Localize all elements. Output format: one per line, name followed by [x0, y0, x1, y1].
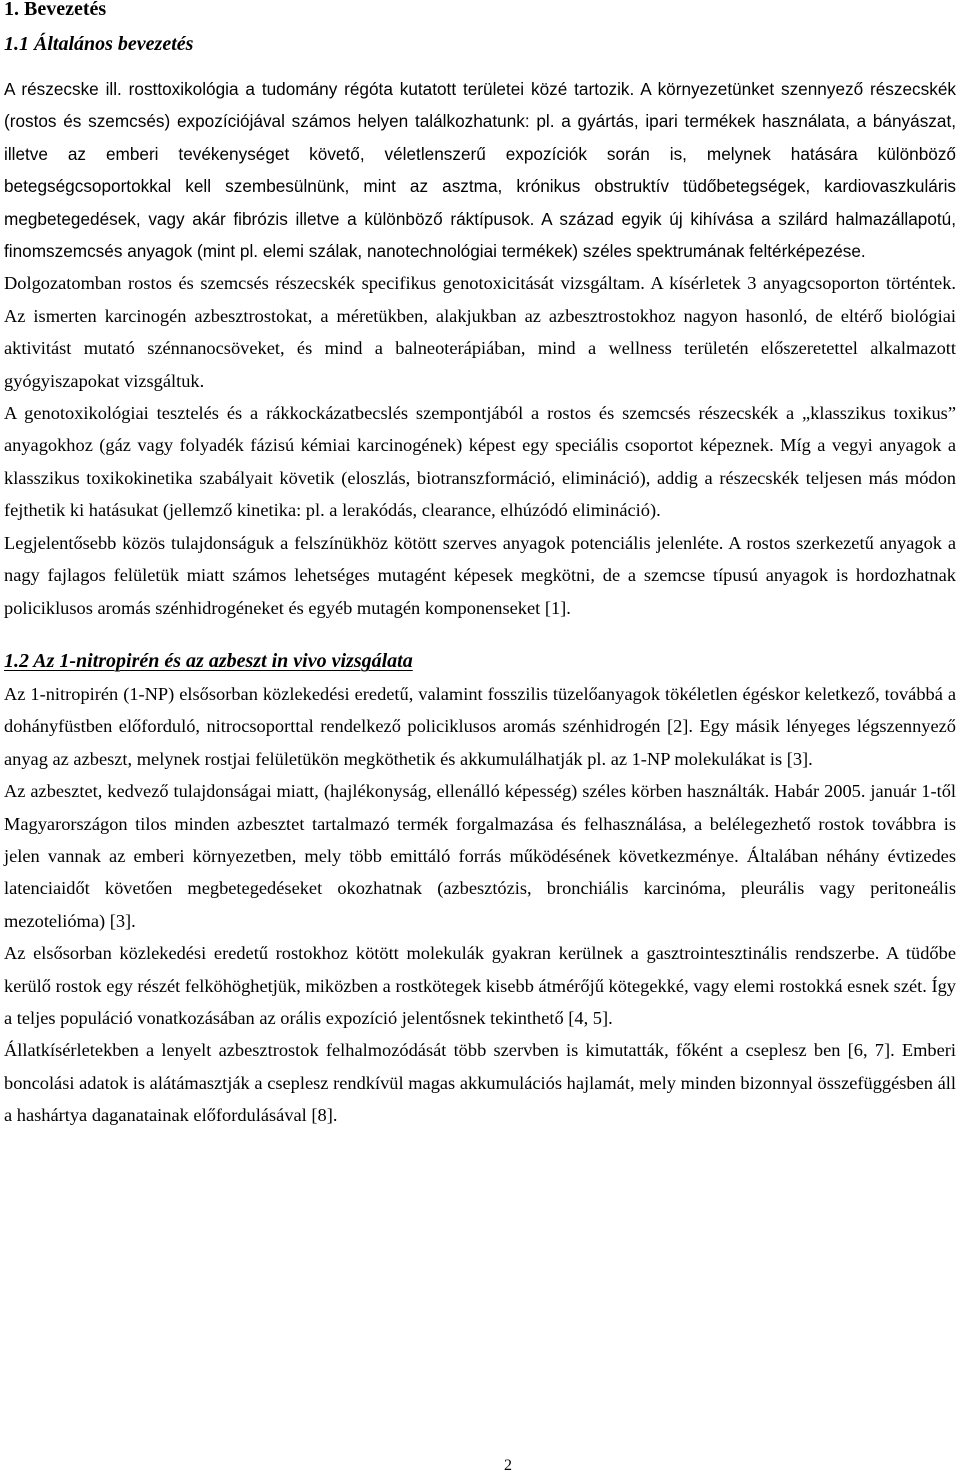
paragraph-1-2-a: Az 1-nitropirén (1-NP) elsősorban közlekedési eredetű, valamint fosszilis tüzelőanyagok tökéletlen égéskor keletkező, továbbá a dohányfüstben előforduló, nitrocsoporttal rendelkező policiklusos aromás szénhidrogén [2]. Egy másik lényeges légszennyező anyag az azbeszt, melynek rostjai felületükön megköthetik és akkumulálhatják pl. az 1-NP molekulákat is [3]. [4, 683, 956, 769]
paragraph-1-2-c: Az elsősorban közlekedési eredetű rostokhoz kötött molekulák gyakran kerülnek a gasztrointesztinális rendszerbe. A tüdőbe kerülő rostok egy részét felköhöghetjük, miközben a rostkötegek kisebb átmérőjű kötegekké, vagy elemi rostokká esnek szét. Így a teljes populáció vonatkozásában az orális expozíció jelentősnek tekinthető [4, 5]. [4, 943, 956, 1028]
paragraph-1-2-b: Az azbesztet, kedvező tulajdonságai miatt, (hajlékonyság, ellenálló képesség) széles körben használták. Habár 2005. január 1-től Magyarországon tilos minden azbesztet tartalmazó termék forgalmazása és felhasználása, a belélegezhető rostok továbbra is jelen vannak az emberi környezetben, mely több emittáló forrás működésének következménye. Általában néhány évtizedes latenciaidőt követően megbetegedéseket okozhatnak (azbesztózis, bronchiális karcinóma, pleurális vagy peritoneális mezotelióma) [3]. [4, 781, 956, 931]
paragraph-1-1-a [4, 73, 956, 267]
paragraph-1-1-a-text: A részecske ill. rosttoxikológia a tudomány régóta kutatott területei közé tartozik. A környezetünket szennyező részecskék (rostos és szemcsés) expozíciójával számos helyen találkozhatunk: pl. a gyártás, ipari termékek használata, a bányászat, illetve az emberi tevékenységet követő, véletlenszerű expozíciók során is, melynek hatására különböző betegségcsoportokkal kell szembesülnünk, mint az asztma, krónikus obstruktív tüdőbetegségek, kardiovaszkuláris megbetegedések, vagy akár fibrózis illetve a különböző ráktípusok. [4, 79, 956, 229]
paragraph-1-1-c: A genotoxikológiai tesztelés és a rákkockázatbecslés szempontjából a rostos és szemcsés részecskék a „klasszikus toxikus” anyagokhoz (gáz vagy folyadék fázisú kémiai karcinogének) képest egy speciális csoportot képeznek. Míg a vegyi anyagok a klasszikus toxikokinetika szabályait követik (eloszlás, biotranszformáció, elimináció), addig a részecskék teljesen más módon fejthetik ki hatásukat (jellemző kinetika: pl. a lerakódás, clearance, elhúzódó elimináció). [4, 403, 956, 521]
page-number: 2 [504, 1457, 512, 1474]
document-page [4, 0, 956, 1132]
paragraph-1-1-b: Dolgozatomban rostos és szemcsés részecskék specifikus genotoxicitását vizsgáltam. A kísérletek 3 anyagcsoporton történtek. Az ismerten karcinogén azbesztrostokat, a méretükben, alakjukban az azbesztrostokhoz nagyon hasonló, de eltérő biológiai aktivitást mutató szénnanocsöveket, és mind a balneoterápiában, mind a wellness területén előszeretettel alkalmazott gyógyiszapokat vizsgáltuk. [4, 273, 956, 391]
paragraph-1-1-d: Legjelentősebb közös tulajdonságuk a felszínükhöz kötött szerves anyagok potenciális jelenléte. A rostos szerkezetű anyagok a nagy fajlagos felületük miatt számos lehetséges mutagént képesek megkötni, de a szemcse típusú anyagok is hordozhatnak policiklusos aromás szénhidrogéneket és egyéb mutagén komponenseket [1]. [4, 532, 956, 618]
paragraph-1-1-a-tail: A század egyik új kihívása a szilárd halmazállapotú, finomszemcsés anyagok (mint pl. elemi szálak, nanotechnológiai termékek) széles spektrumának feltérképezése. [4, 208, 956, 262]
paragraph-1-2-d: Állatkísérletekben a lenyelt azbesztrostok felhalmozódását több szervben is kimutatták, főként a cseplesz ben [6, 7]. Emberi boncolási adatok is alátámasztják a cseplesz rendkívül magas akkumulációs hajlamát, mely minden bizonnyal összefüggésben áll a hashártya daganatainak előfordulásával [8]. [4, 1040, 956, 1126]
section-heading-1-2: 1.2 Az 1-nitropirén és az azbeszt in vivo vizsgálata [4, 649, 413, 672]
chapter-heading: 1. Bevezetés [4, 0, 107, 20]
section-heading-1-1: 1.1 Általános bevezetés [4, 33, 194, 55]
